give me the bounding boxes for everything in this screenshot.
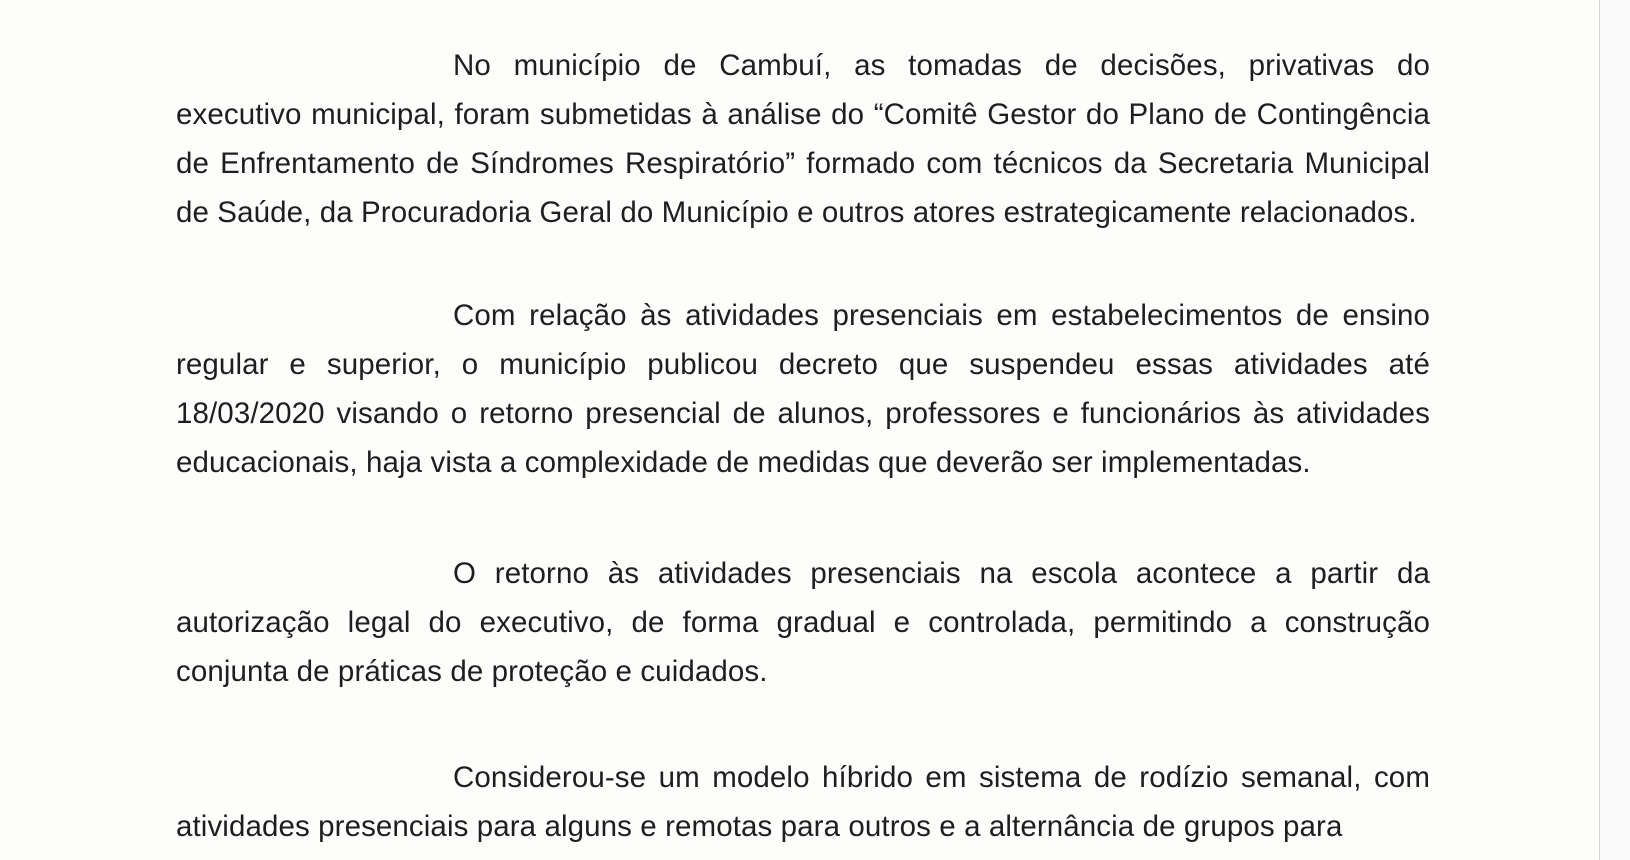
scan-margin-shade: [1600, 0, 1630, 860]
paragraph-decision-committee: No município de Cambuí, as tomadas de decisões, privativas do executivo municipal, foram submetidas à análise do “Comitê Gestor do Plano de Contingência de Enfrentamento de Síndromes Respiratório” formado com técnicos da Secretaria Municipal de Saúde, da Procuradoria Geral do Município e outros atores estrategicamente relacionados.: [176, 49, 1430, 229]
scan-page-edge: [1599, 0, 1600, 860]
paragraph-gradual-return: O retorno às atividades presenciais na escola acontece a partir da autorização legal do executivo, de forma gradual e controlada, permitindo a construção conjunta de práticas de proteção e cuidados.: [176, 557, 1430, 688]
paragraph-in-person-suspension: Com relação às atividades presenciais em estabelecimentos de ensino regular e superior, o município publicou decreto que suspendeu essas atividades até 18/03/2020 visando o retorno presencial de alunos, professores e funcionários às atividades educacionais, haja vista a complexidade de medidas que deverão ser implementadas.: [176, 299, 1430, 479]
paragraph-hybrid-model: Considerou-se um modelo híbrido em sistema de rodízio semanal, com atividades presenciais para alguns e remotas para outros e a alternância de grupos para: [176, 761, 1430, 843]
